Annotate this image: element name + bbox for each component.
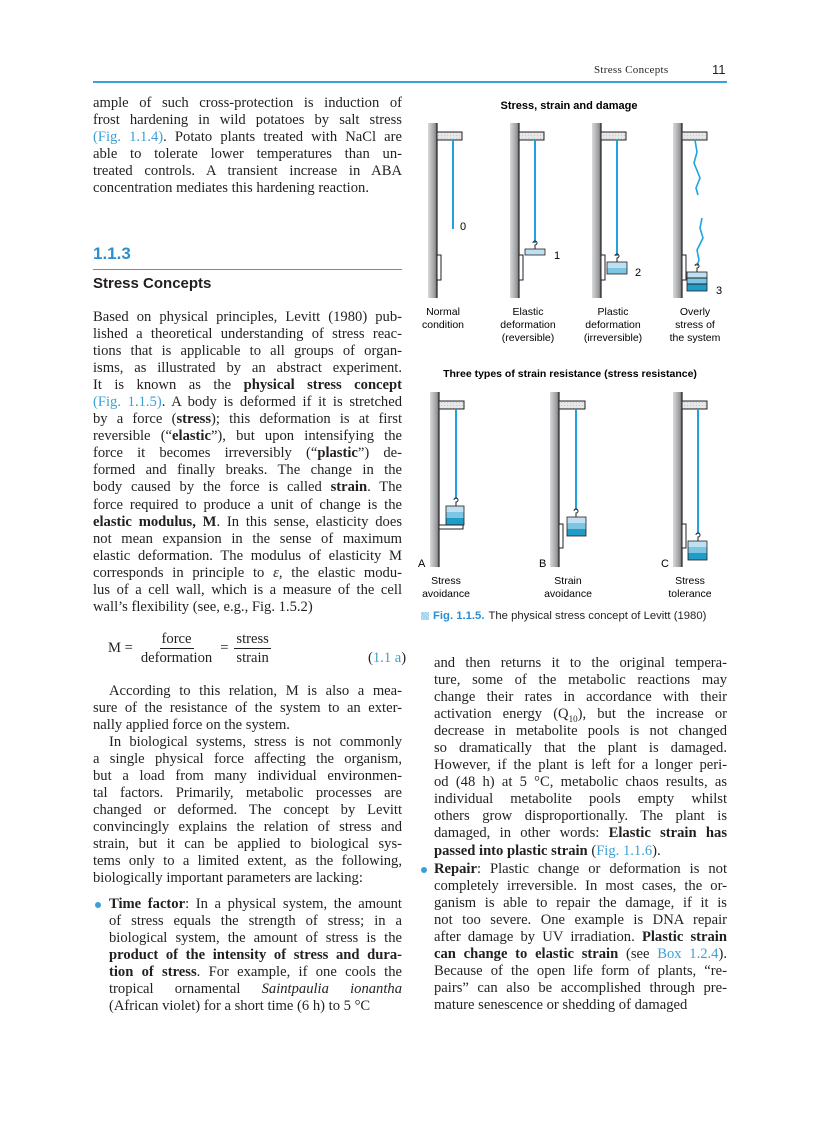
figure-title-bottom: Three types of strain resistance (stress resistance) <box>443 368 697 380</box>
panel-normal <box>422 123 466 331</box>
text-line <box>109 981 402 998</box>
panel-label: the system <box>669 332 721 344</box>
bullet-icon <box>421 867 427 873</box>
broken-string <box>694 140 700 195</box>
text-run: , the elastic modu- <box>278 564 402 581</box>
panel-label: deformation <box>500 319 556 331</box>
text-line <box>93 734 402 751</box>
text-run: od (48 h) at 5 °C, metabolic chaos results, as <box>434 774 727 791</box>
beam <box>437 132 462 140</box>
text-run: change their rates in accordance with their <box>434 689 727 706</box>
bold-text: elastic modulus, M <box>93 513 217 530</box>
text-line <box>434 825 727 842</box>
text-run: after damage by UV irradiation. <box>434 929 642 946</box>
panel-label: tolerance <box>668 588 712 600</box>
paren: ) <box>401 650 407 666</box>
text-line <box>434 740 727 757</box>
text-line <box>434 655 727 672</box>
time-factor-bullet <box>109 896 402 1015</box>
panel-label: Plastic <box>597 306 629 318</box>
panel-number: 2 <box>635 267 642 279</box>
biological-paragraph <box>93 734 402 887</box>
bold-text: physical stress concept <box>243 377 402 394</box>
text-run: so dramatically that the plant is damaged. <box>434 740 727 757</box>
wall <box>428 123 437 298</box>
text-run: by a force ( <box>93 411 177 428</box>
text-line <box>93 768 402 785</box>
text-line <box>93 751 402 768</box>
text-run: a single physical force affecting the organism, <box>93 751 402 768</box>
text-run: Based on physical principles, Levitt (1980) pub- <box>93 309 402 325</box>
text-run: ); this deformation is at first <box>211 411 402 428</box>
text-run: force it becomes irreversibly (“ <box>93 445 318 462</box>
text-line <box>434 895 727 912</box>
text-line <box>434 878 727 895</box>
text-line <box>434 843 727 860</box>
cross-reference-link[interactable]: Fig. 1.1.6 <box>596 842 653 859</box>
text-line <box>434 808 727 825</box>
italic-text: Saintpaulia ionantha <box>261 981 402 998</box>
text-run: ( <box>587 842 597 859</box>
bold-text: tion of stress <box>109 964 197 981</box>
panel-label: (irreversible) <box>583 332 643 344</box>
text-run: pairs” can also be accomplished through pre- <box>434 980 727 997</box>
text-run: formed and finally breaks. The change in the <box>93 462 402 479</box>
text-run: ), but the increase or <box>577 706 727 723</box>
text-run: activation energy (Q <box>434 706 569 723</box>
bold-text: strain <box>330 479 368 496</box>
panel-letter: C <box>661 558 669 570</box>
text-run: body caused by the force is called <box>93 479 331 496</box>
text-run: decrease in metabolite pools is not changed <box>434 723 727 740</box>
panel-letter: B <box>539 558 547 570</box>
text-run: lished a theoretical understanding of stress reac- <box>93 326 402 343</box>
text-run: changed or deformed. The concept by Levitt <box>93 802 402 819</box>
bold-text: Plastic strain <box>641 929 727 946</box>
panel-elastic <box>500 123 560 344</box>
panel-label: condition <box>421 319 465 331</box>
text-run: completely irreversible. In most cases, the or- <box>434 878 727 895</box>
panel-stress-avoidance <box>418 392 470 600</box>
text-run: ture, some of the metabolic reactions may <box>434 672 727 689</box>
relation-paragraph <box>93 683 402 734</box>
equals-sign: = <box>220 640 229 656</box>
text-run: ganism is able to repair the damage, if it is <box>434 895 727 912</box>
text-run: . For example, if one cools the <box>196 964 403 981</box>
text-run: Because of the open life form of plants, “re- <box>434 963 727 980</box>
panel-number: 0 <box>460 221 467 233</box>
bold-text: Repair <box>434 861 477 877</box>
text-run: ). <box>652 842 661 859</box>
panel-label: Normal <box>426 306 460 318</box>
text-run: In biological systems, stress is not commonly <box>109 734 402 750</box>
bullet-icon <box>95 902 101 908</box>
text-run: . A body is deformed if it is stretched <box>161 394 402 411</box>
text-run: sure of the resistance of the system to an exter- <box>93 700 402 717</box>
shelf <box>439 525 463 529</box>
text-run: treated controls. A transient increase in ABA <box>93 163 402 180</box>
panel-letter: A <box>418 558 426 570</box>
caption-text: The physical stress concept of Levitt (1980) <box>488 610 707 622</box>
text-line <box>434 706 727 723</box>
denominator: deformation <box>140 650 213 666</box>
text-line <box>434 689 727 706</box>
pad <box>437 255 441 280</box>
text-run: . Potato plants treated with NaCl are <box>163 129 402 146</box>
panel-number: 3 <box>716 285 723 297</box>
text-line <box>434 912 727 929</box>
text-line <box>434 757 727 774</box>
text-run: It is known as the <box>93 377 244 394</box>
equation-number-link[interactable]: 1.1 a <box>372 650 402 666</box>
page-number: 11 <box>712 62 726 77</box>
section-number: 1.1.3 <box>93 244 131 263</box>
text-run: force required to produce a unit of change is the <box>93 496 402 513</box>
panel-label: deformation <box>585 319 641 331</box>
pad <box>559 524 563 548</box>
text-run: However, if the plant is left for a longer peri- <box>434 757 727 774</box>
text-run: biological system, the amount of stress is the <box>109 930 402 947</box>
text-run: mature senescence or shedding of damaged <box>434 997 688 1014</box>
text-run: ”), but upon intensifying the <box>210 428 402 445</box>
text-run: damaged, in other words: <box>434 825 609 842</box>
panel-label: Elastic <box>512 306 544 318</box>
text-line <box>93 683 402 700</box>
text-line <box>434 723 727 740</box>
text-run: corresponds in principle to <box>93 564 274 581</box>
text-line <box>109 998 402 1015</box>
text-run: not too severe. One example is DNA repair <box>434 912 727 929</box>
text-run: . In this sense, elasticity does <box>216 513 403 530</box>
panel-stress-tolerance <box>661 392 712 600</box>
text-run: According to this relation, M is also a mea- <box>109 683 402 699</box>
section-title: Stress Concepts <box>93 275 212 292</box>
text-run: elastic deformation. The modulus of elasticity M <box>93 547 402 564</box>
numerator: stress <box>236 631 269 647</box>
bold-text: stress <box>176 411 212 428</box>
text-run: biologically important parameters are lacking: <box>93 870 363 887</box>
panel-number: 1 <box>554 250 561 262</box>
bold-text: product of the intensity of stress and dura- <box>109 947 402 964</box>
panel-label: avoidance <box>422 588 470 600</box>
text-run: ). <box>718 946 727 963</box>
panel-strain-avoidance <box>539 392 592 600</box>
text-line <box>93 700 402 717</box>
text-run: not mean expansion in the sense of maximum <box>93 530 402 547</box>
text-run: lus of a cell wall, which is a measure of the cell <box>93 581 402 598</box>
bold-text: can change to elastic strain <box>434 946 619 963</box>
text-run: : In a physical system, the amount <box>185 896 402 912</box>
text-line <box>434 980 727 997</box>
text-line <box>434 997 727 1014</box>
panel-overly-stress <box>670 123 723 344</box>
bold-text: passed into plastic strain <box>434 842 588 859</box>
equation-lhs: M = <box>108 640 133 656</box>
text-run: convincingly explains the relation of stress and <box>93 819 402 836</box>
text-line <box>434 774 727 791</box>
text-run: tions that is applicable to all groups of organ- <box>93 343 402 360</box>
text-run: strain, but it can be applied to biological sys- <box>93 836 402 853</box>
equation-number <box>368 650 406 667</box>
hook-icon <box>454 498 458 506</box>
text-run: able to tolerate lower temperatures than un- <box>93 146 402 163</box>
subscript: 10 <box>568 714 578 725</box>
text-run: and then returns it to the original tempera- <box>434 655 727 671</box>
caption-label: Fig. 1.1.5. <box>433 610 485 622</box>
text-line <box>109 947 402 964</box>
text-run: frost hardening in wild potatoes by salt stress <box>93 112 402 129</box>
text-run: . The <box>367 479 402 496</box>
panel-label: Stress <box>431 575 461 587</box>
panel-plastic <box>584 123 642 344</box>
numerator: force <box>161 631 192 647</box>
cross-reference-link[interactable]: (Fig. 1.1.4) <box>93 129 164 146</box>
pad <box>682 524 686 548</box>
text-run: individual metabolite pools empty whilst <box>434 791 727 808</box>
repair-bullet <box>434 861 727 1014</box>
text-run: wall’s flexibility (see, e.g., Fig. 1.5.2) <box>93 598 313 615</box>
text-line <box>109 896 402 913</box>
text-run: of stress equals the strength of stress; in a <box>109 913 402 930</box>
italic-text: ε <box>273 564 279 581</box>
text-run: others grow disproportionally. The plant is <box>434 808 727 825</box>
cross-reference-link[interactable]: (Fig. 1.1.5) <box>93 394 162 411</box>
text-run: but a load from many individual environmen- <box>93 768 402 785</box>
text-line <box>93 836 402 853</box>
panel-label: Overly <box>679 306 711 318</box>
text-run: ”) de- <box>357 445 402 462</box>
hook-icon <box>574 509 578 517</box>
text-line <box>109 964 402 981</box>
cross-reference-link[interactable]: Box 1.2.4 <box>657 946 719 963</box>
text-run: tal factors. Primarily, metabolic processes are <box>93 785 402 802</box>
bold-text: Elastic strain has <box>608 825 727 842</box>
panel-label: (reversible) <box>501 332 555 344</box>
text-line <box>434 672 727 689</box>
text-line <box>434 791 727 808</box>
bold-text: plastic <box>317 445 358 462</box>
text-line <box>93 802 402 819</box>
text-line <box>434 929 727 946</box>
denominator: strain <box>236 650 269 666</box>
text-run: (see <box>618 946 658 963</box>
text-run: isms, as illustrated by an abstract experiment. <box>93 360 402 377</box>
bold-text: elastic <box>172 428 211 445</box>
hook-icon <box>696 533 700 541</box>
text-line <box>93 819 402 836</box>
weight <box>525 249 545 255</box>
text-run: tems only to a limited extent, as the following, <box>93 853 402 870</box>
bold-text: Time factor <box>109 896 186 912</box>
panel-label: Strain <box>554 575 582 587</box>
text-run: ample of such cross-protection is induction of <box>93 95 402 111</box>
figure-title-top: Stress, strain and damage <box>500 100 638 112</box>
text-run: reversible (“ <box>93 428 173 445</box>
text-line <box>93 853 402 870</box>
text-line <box>93 717 402 734</box>
text-run: tropical ornamental <box>109 981 262 998</box>
text-line <box>93 870 402 887</box>
right-paragraph <box>434 655 727 860</box>
text-run: concentration mediates this hardening reaction. <box>93 180 369 197</box>
text-line <box>434 861 727 878</box>
text-line <box>109 930 402 947</box>
figure-caption <box>421 610 706 622</box>
text-line <box>434 946 727 963</box>
panel-label: avoidance <box>544 588 592 600</box>
text-line <box>93 785 402 802</box>
text-line <box>109 913 402 930</box>
text-run: : Plastic change or deformation is not <box>476 861 727 877</box>
text-run: (African violet) for a short time (6 h) to 5 °C <box>109 998 371 1015</box>
running-header-title: Stress Concepts <box>594 64 669 76</box>
panel-label: Stress <box>675 575 705 587</box>
panel-label: stress of <box>675 319 715 331</box>
text-run: nally applied force on the system. <box>93 717 290 734</box>
paren: ( <box>368 650 373 666</box>
text-line <box>434 963 727 980</box>
caption-marker-icon <box>421 612 429 620</box>
